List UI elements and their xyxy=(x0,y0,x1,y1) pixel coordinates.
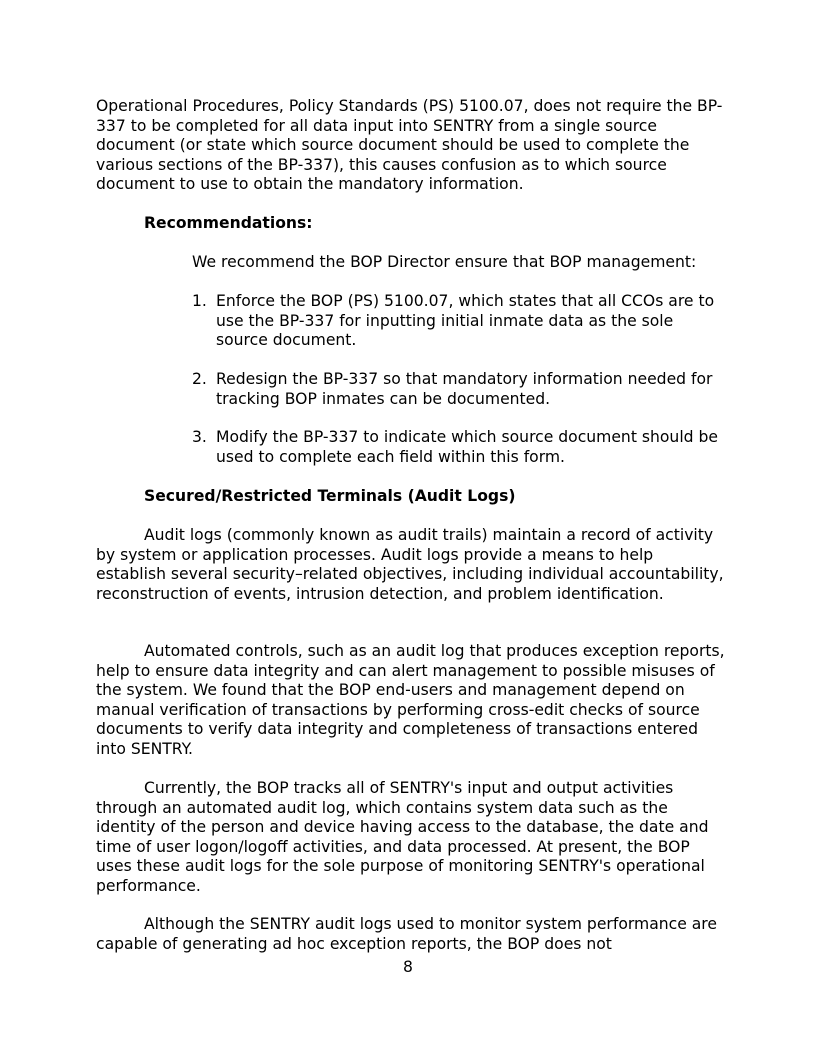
paragraph-audit-logs: Audit logs (commonly known as audit trails) maintain a record of activity by system or application processes. Audit logs provide a means to help establish several security–related objectives, including individual accountability, reconstruction of events, intrusion detection, and problem identification. xyxy=(96,526,724,603)
list-text: Redesign the BP-337 so that mandatory information needed for tracking BOP inmates can be documented. xyxy=(216,370,713,408)
recommendation-item-3 xyxy=(192,428,722,467)
paragraph-currently: Currently, the BOP tracks all of SENTRY's input and output activities through an automated audit log, which contains system data such as the identity of the person and device having access to the database, the date and time of user logon/logoff activities, and data processed. At present, the BOP uses these audit logs for the sole purpose of monitoring SENTRY's operational performance. xyxy=(96,779,709,895)
recommendation-item-1 xyxy=(192,292,722,351)
paragraph-automated-controls: Automated controls, such as an audit log that produces exception reports, help to ensure data integrity and can alert management to possible misuses of the system. We found that the BOP end-users and management depend on manual verification of transactions by performing cross-edit checks of source documents to verify data integrity and completeness of transactions entered into SENTRY. xyxy=(96,642,725,758)
recommendation-item-2 xyxy=(192,370,722,409)
section-heading: Secured/Restricted Terminals (Audit Logs) xyxy=(144,487,516,505)
paragraph-although: Although the SENTRY audit logs used to monitor system performance are capable of generating ad hoc exception reports, the BOP does not xyxy=(96,915,717,953)
list-number: 1. xyxy=(192,292,207,310)
list-text: Enforce the BOP (PS) 5100.07, which states that all CCOs are to use the BP-337 for inputting initial inmate data as the sole source document. xyxy=(216,292,715,349)
list-text: Modify the BP-337 to indicate which source document should be used to complete each field within this form. xyxy=(216,428,718,466)
intro-paragraph: Operational Procedures, Policy Standards (PS) 5100.07, does not require the BP-337 to be completed for all data input into SENTRY from a single source document (or state which source document should be used to complete the various sections of the BP-337), this causes confusion as to which source document to use to obtain the mandatory information. xyxy=(96,97,723,193)
recommendations-heading: Recommendations: xyxy=(144,214,313,232)
page-number: 8 xyxy=(403,958,413,976)
list-number: 3. xyxy=(192,428,207,446)
list-number: 2. xyxy=(192,370,207,388)
recommendations-intro: We recommend the BOP Director ensure that BOP management: xyxy=(192,253,697,271)
